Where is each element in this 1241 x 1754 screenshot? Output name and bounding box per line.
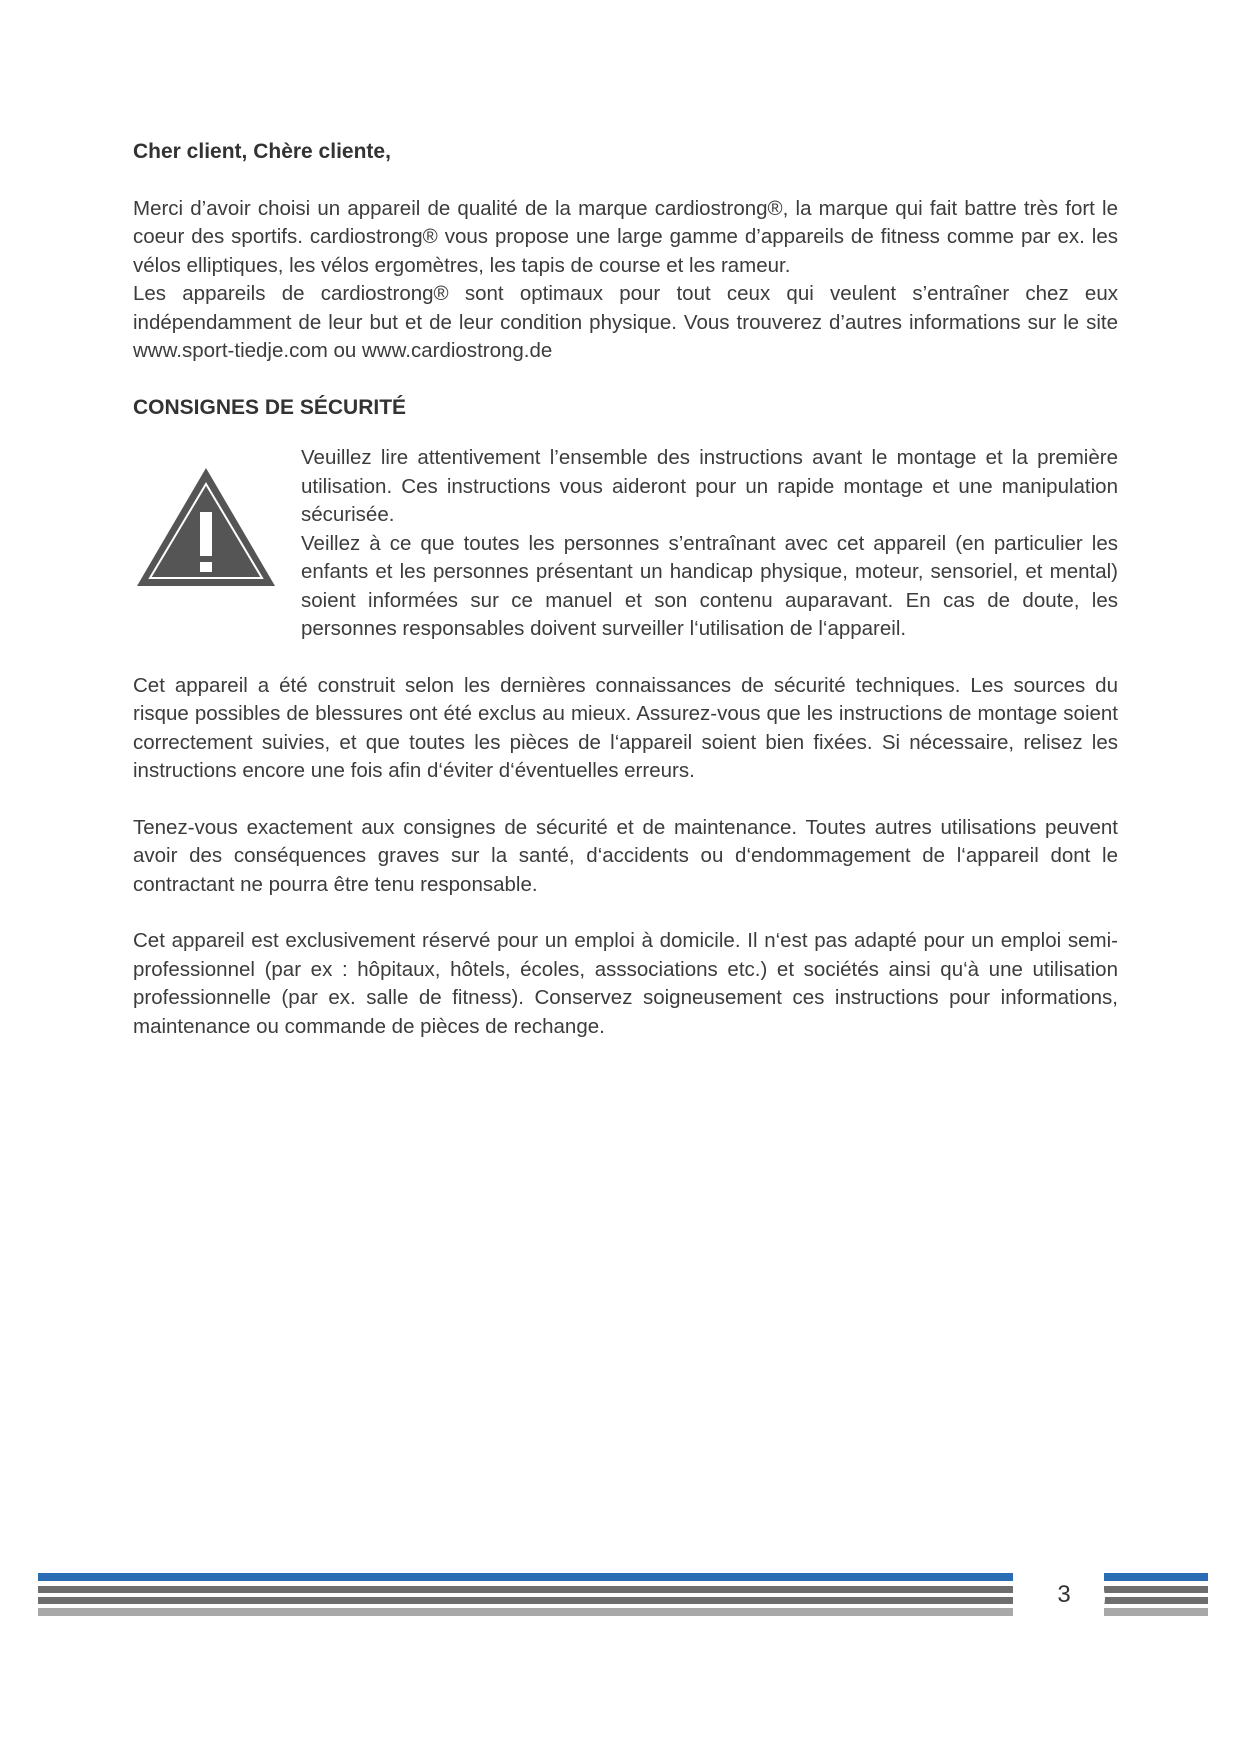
page-number: 3: [1057, 1581, 1071, 1608]
safety-warning-block: [133, 444, 1118, 644]
document-body: [133, 138, 1118, 1041]
section-title: CONSIGNES DE SÉCURITÉ: [133, 395, 407, 419]
greeting: Cher client, Chère cliente,: [133, 140, 391, 163]
warning-triangle-icon: [133, 444, 301, 599]
body-paragraph-1: Cet appareil a été construit selon les dernières connaissances de sécurité techniques. Les sources du risque possibles de blessures ont été exclus au mieux. Assurez-vous que les instructions de montage soient correctement suivies, et que toutes les pièces de l‘appareil soient bien fixées. Si nécessaire, relisez les instructions encore une fois afin d‘éviter d‘éventuelles erreurs.: [133, 673, 1118, 782]
intro-paragraph-1: Merci d’avoir choisi un appareil de qualité de la marque cardiostrong®, la marque qui fait battre très fort le coeur des sportifs. cardiostrong® vous propose une large gamme d’appareils de fitness comme par ex. les vélos elliptiques, les vélos ergomètres, les tapis de course et les rameur.: [133, 196, 1118, 277]
warning-text: [301, 444, 1118, 644]
warning-paragraph-1: Veuillez lire attentivement l’ensemble des instructions avant le montage et la première utilisation. Ces instructions vous aideront pour un rapide montage et une manipulation sécurisée.: [301, 446, 1118, 526]
warning-paragraph-2: Veillez à ce que toutes les personnes s’entraînant avec cet appareil (en particulier les enfants et les personnes présentant un handicap physique, moteur, sensoriel, et mental) soient informées sur ce manuel et son contenu auparavant. En cas de doute, les personnes responsables doivent surveiller l‘utilisation de l‘appareil.: [301, 531, 1118, 640]
body-paragraph-2: Tenez-vous exactement aux consignes de sécurité et de maintenance. Toutes autres utilisations peuvent avoir des conséquences graves sur la santé, d‘accidents ou d‘endommagement de l‘appareil dont le contractant ne pourra être tenu responsable.: [133, 815, 1118, 896]
body-paragraph-3: Cet appareil est exclusivement réservé pour un emploi à domicile. Il n‘est pas adapté pour un emploi semi-professionnel (par ex : hôpitaux, hôtels, écoles, asssociations etc.) et sociétés ainsi qu‘à une utilisation professionnelle (par ex. salle de fitness). Conservez soigneusement ces instructions pour informations, maintenance ou commande de pièces de rechange.: [133, 929, 1118, 1038]
intro-paragraph-2: Les appareils de cardiostrong® sont optimaux pour tout ceux qui veulent s’entraîner chez eux indépendamment de leur but et de leur condition physique. Vous trouverez d’autres informations sur le site www.sport-tiedje.com ou www.cardiostrong.de: [133, 282, 1118, 362]
